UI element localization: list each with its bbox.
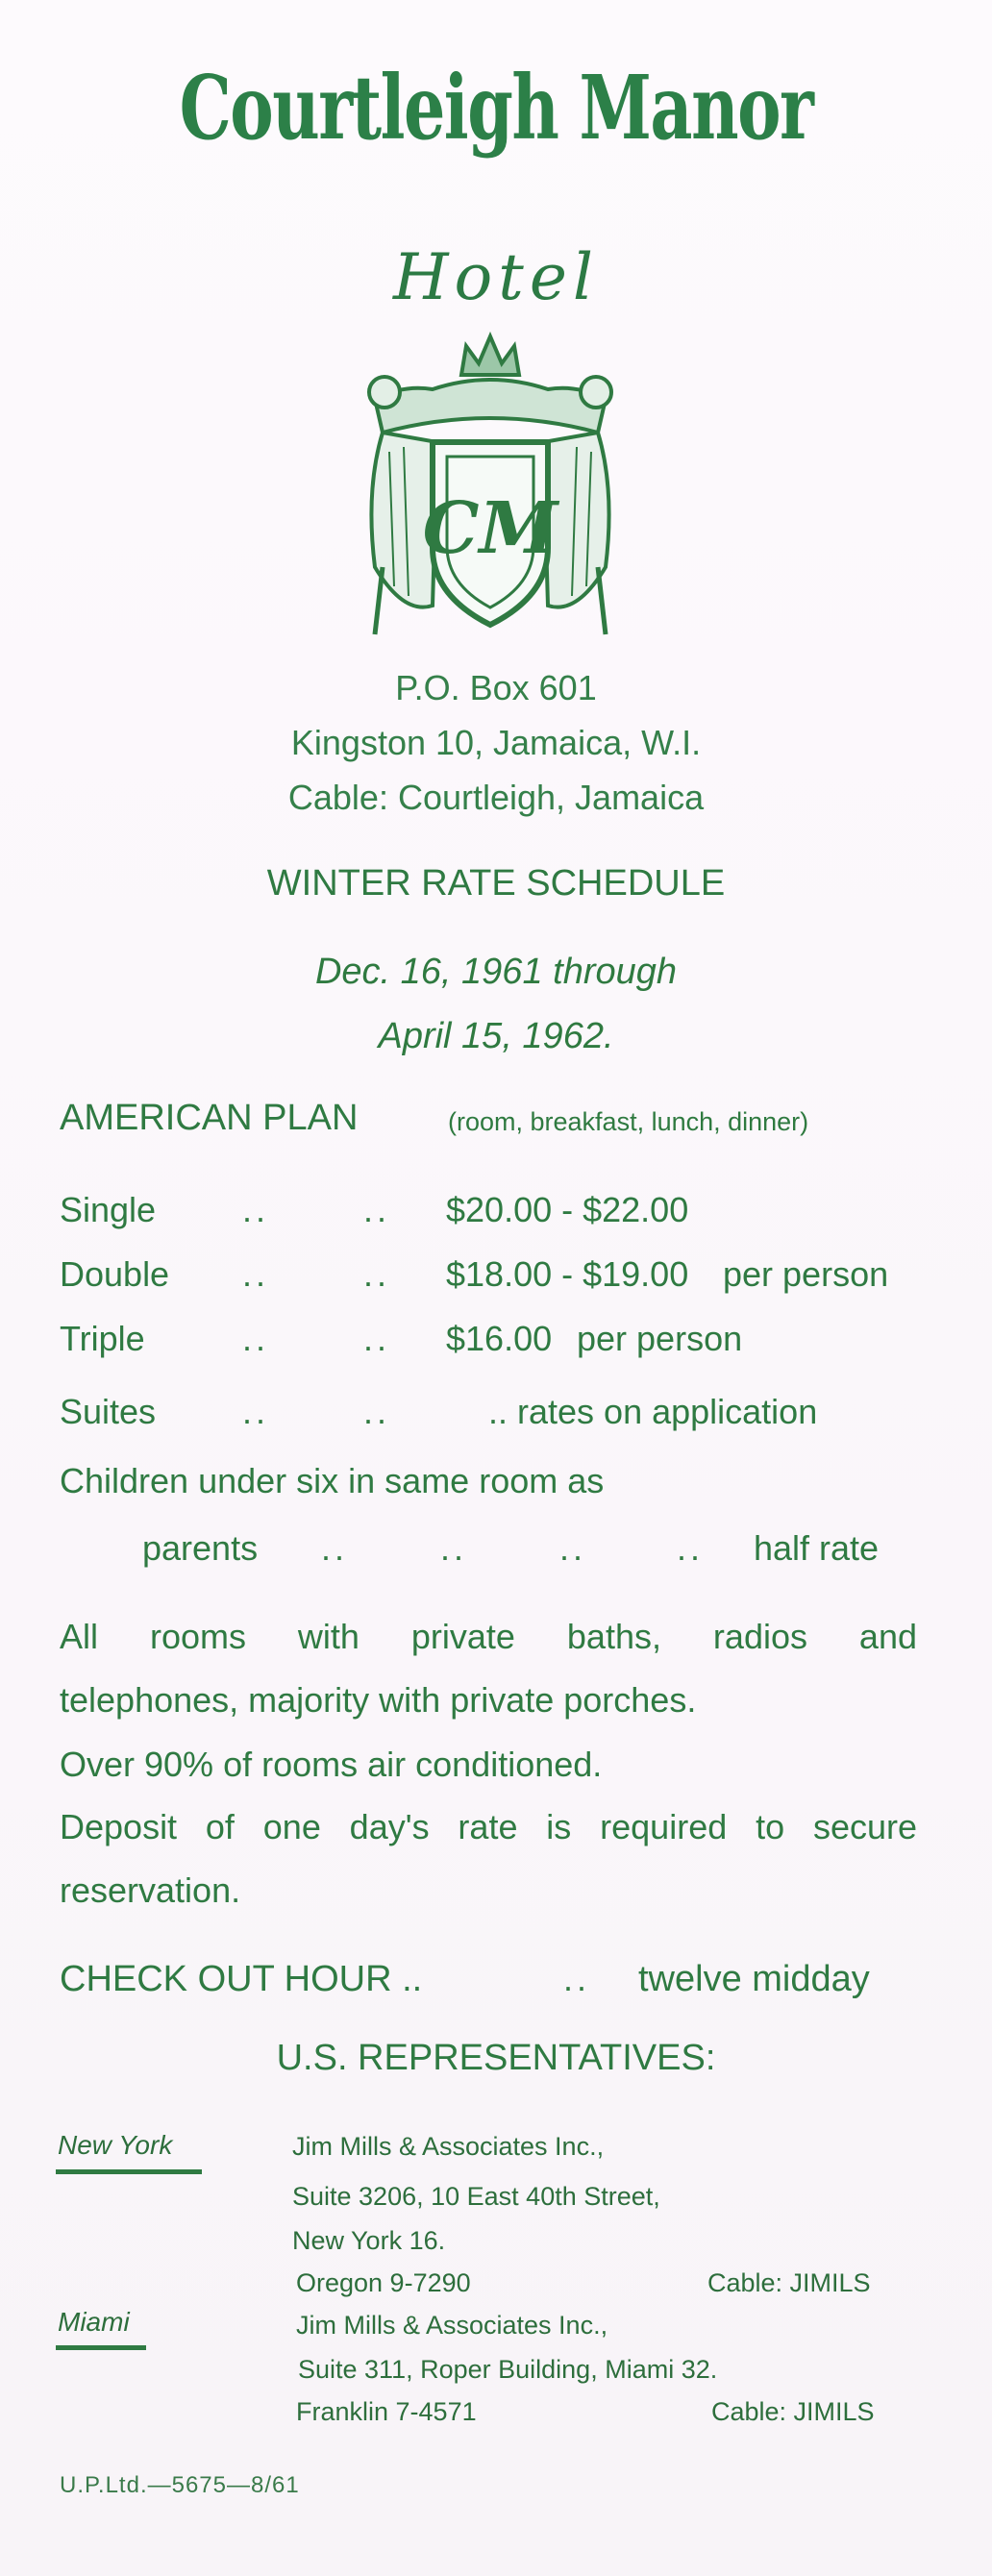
schedule-date-2: April 15, 1962. <box>378 1016 614 1056</box>
checkout-label: CHECK OUT HOUR .. <box>60 1959 423 1999</box>
rate-label-suites: Suites <box>60 1392 157 1431</box>
rep-address-2: New York 16. <box>292 2226 446 2255</box>
children-dots: .. <box>677 1528 705 1568</box>
rate-dots: .. <box>363 1319 391 1358</box>
rate-dots: .. <box>242 1392 270 1431</box>
rate-label-triple: Triple <box>60 1319 145 1358</box>
checkout-dots: .. <box>563 1959 591 1998</box>
crest-monogram: CM <box>422 487 558 570</box>
rate-dots: .. <box>242 1190 270 1229</box>
rate-dots: .. <box>363 1190 391 1229</box>
rate-label-single: Single <box>60 1190 157 1229</box>
rep-city-underline <box>56 2345 146 2350</box>
rate-dots: .. <box>363 1392 391 1431</box>
rep-phone: Oregon 9-7290 <box>296 2268 471 2297</box>
amenities-line-1: All rooms with private baths, radios and <box>60 1617 917 1656</box>
rep-name: Jim Mills & Associates Inc., <box>296 2311 608 2340</box>
rep-city-new-york: New York <box>58 2130 173 2160</box>
schedule-heading: WINTER RATE SCHEDULE <box>266 863 726 904</box>
rep-cable: Cable: JIMILS <box>711 2397 875 2426</box>
rep-name: Jim Mills & Associates Inc., <box>292 2132 605 2161</box>
rep-phone: Franklin 7-4571 <box>296 2397 477 2426</box>
print-code: U.P.Ltd.—5675—8/61 <box>60 2472 300 2498</box>
amenities-line-2: telephones, majority with private porches. <box>60 1680 697 1720</box>
representatives-heading: U.S. REPRESENTATIVES: <box>276 2038 716 2078</box>
rate-label-double: Double <box>60 1254 170 1294</box>
amenities-line-4: Deposit of one day's rate is required to secure <box>60 1807 917 1846</box>
children-dots: .. <box>321 1528 349 1568</box>
address-line-2: Kingston 10, Jamaica, W.I. <box>290 723 702 762</box>
amenities-line-3: Over 90% of rooms air conditioned. <box>60 1745 603 1784</box>
address-line-3: Cable: Courtleigh, Jamaica <box>287 778 705 817</box>
rep-city-underline <box>56 2169 202 2174</box>
rep-cable: Cable: JIMILS <box>707 2268 871 2297</box>
rep-city-miami: Miami <box>58 2307 130 2337</box>
children-value: half rate <box>754 1528 880 1568</box>
children-dots: .. <box>559 1528 587 1568</box>
hotel-name: Courtleigh Manor <box>179 56 813 160</box>
children-dots: .. <box>440 1528 468 1568</box>
children-label: parents <box>142 1528 259 1568</box>
rep-address-1: Suite 3206, 10 East 40th Street, <box>292 2182 660 2211</box>
plan-name: AMERICAN PLAN <box>60 1098 359 1138</box>
rate-price-triple: $16.00 <box>446 1319 553 1358</box>
rep-address-1: Suite 311, Roper Building, Miami 32. <box>298 2355 718 2384</box>
rate-price-single: $20.00 - $22.00 <box>446 1190 689 1229</box>
plan-note: (room, breakfast, lunch, dinner) <box>448 1107 809 1136</box>
address-line-1: P.O. Box 601 <box>395 668 597 707</box>
rate-price-suites: .. rates on application <box>488 1392 818 1431</box>
crest-emblem <box>346 327 634 644</box>
hotel-subtitle: Hotel <box>393 240 599 314</box>
rate-suffix-double: per person <box>723 1254 889 1294</box>
rate-dots: .. <box>363 1254 391 1294</box>
children-note-line-1: Children under six in same room as <box>60 1461 605 1500</box>
rate-dots: .. <box>242 1254 270 1294</box>
amenities-line-5: reservation. <box>60 1870 241 1910</box>
rate-dots: .. <box>242 1319 270 1358</box>
schedule-date-1: Dec. 16, 1961 through <box>314 952 678 992</box>
checkout-value: twelve midday <box>638 1959 870 1999</box>
rate-price-double: $18.00 - $19.00 <box>446 1254 689 1294</box>
rate-suffix-triple: per person <box>577 1319 743 1358</box>
